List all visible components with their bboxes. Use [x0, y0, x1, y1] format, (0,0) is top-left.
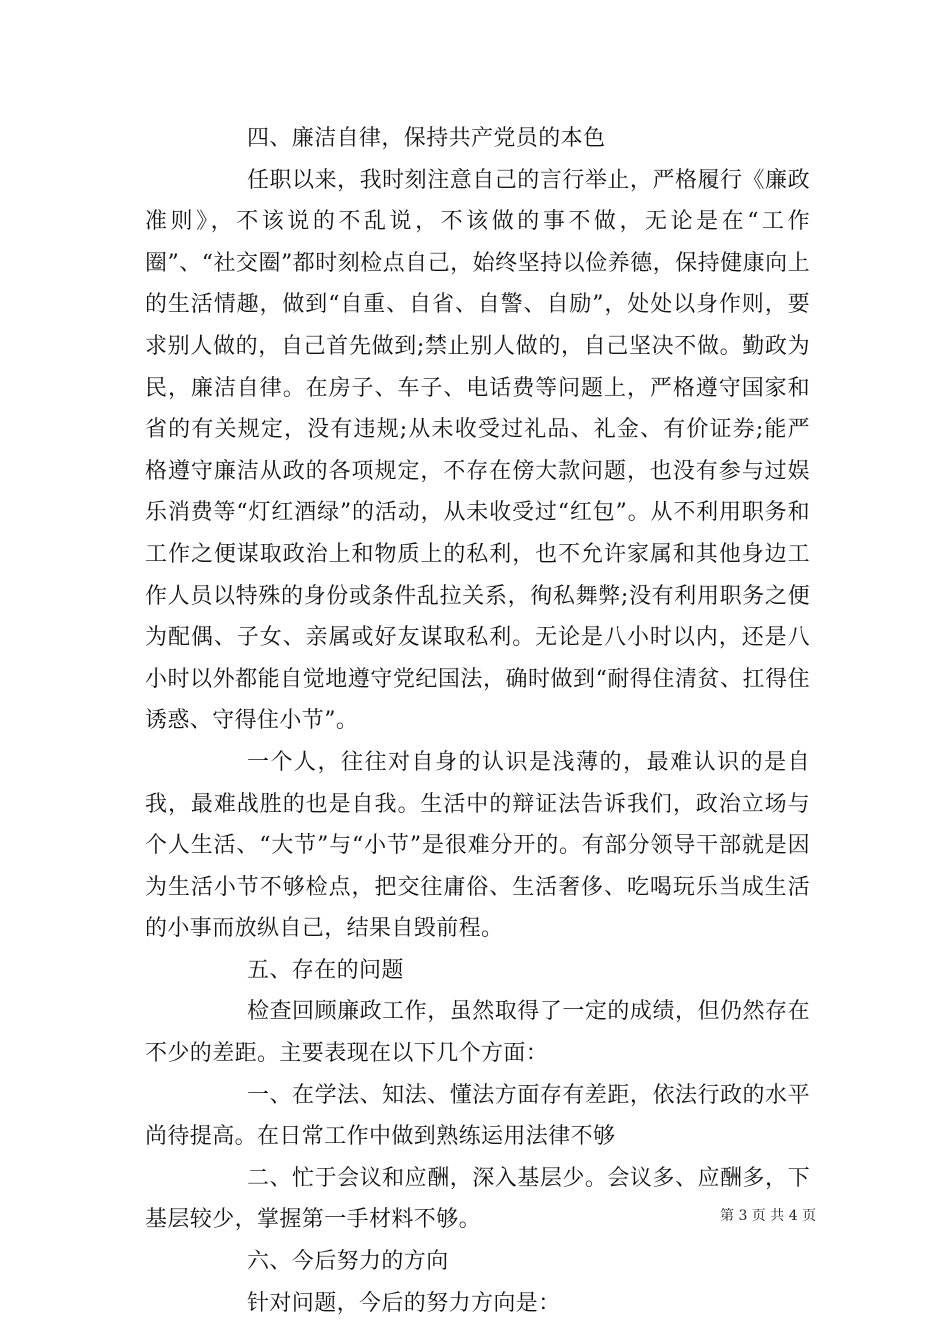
paragraph-problem-two: 二、忙于会议和应酬，深入基层少。会议多、应酬多，下基层较少，掌握第一手材料不够。 [145, 1165, 810, 1233]
paragraph-review-summary: 检查回顾廉政工作，虽然取得了一定的成绩，但仍然存在不少的差距。主要表现在以下几个方面： [145, 999, 810, 1067]
paragraph-self-knowledge: 一个人，往往对自身的认识是浅薄的，最难认识的是自我，最难战胜的也是自我。生活中的辩证法告诉我们，政治立场与个人生活、“大节”与“小节”是很难分开的。有部分领导干部就是因为生活小节不够检点，把交往庸俗、生活奢侈、吃喝玩乐当成生活的小事而放纵自己，结果自毁前程。 [145, 749, 810, 942]
document-body [145, 118, 810, 1324]
section-heading-problems: 五、存在的问题 [247, 957, 404, 983]
paragraph-integrity-conduct: 任职以来，我时刻注意自己的言行举止，严格履行《廉政准则》，不该说的不乱说，不该做的事不做，无论是在“工作圈”、“社交圈”都时刻检点自己，始终坚持以俭养德，保持健康向上的生活情趣，做到“自重、自省、自警、自励”，处处以身作则，要求别人做的，自己首先做到;禁止别人做的，自己坚决不做。勤政为民，廉洁自律。在房子、车子、电话费等问题上，严格遵守国家和省的有关规定，没有违规;从未收受过礼品、礼金、有价证券;能严格遵守廉洁从政的各项规定，不存在傍大款问题，也没有参与过娱乐消费等“灯红酒绿”的活动，从未收受过“红包”。从不利用职务和工作之便谋取政治上和物质上的私利，也不允许家属和其他身边工作人员以特殊的身份或条件乱拉关系，徇私舞弊;没有利用职务之便为配偶、子女、亲属或好友谋取私利。无论是八小时以内，还是八小时以外都能自觉地遵守党纪国法，确时做到“耐得住清贫、扛得住诱惑、守得住小节”。 [145, 167, 810, 734]
paragraph-problem-one: 一、在学法、知法、懂法方面存有差距，依法行政的水平尚待提高。在日常工作中做到熟练运用法律不够 [145, 1082, 810, 1150]
section-heading-integrity: 四、廉洁自律，保持共产党员的本色 [247, 126, 606, 151]
section-heading-future: 六、今后努力的方向 [247, 1249, 449, 1275]
paragraph-future-intro: 针对问题，今后的努力方向是： [247, 1290, 561, 1316]
page-number-footer: 第 3 页 共 4 页 [720, 1208, 817, 1224]
